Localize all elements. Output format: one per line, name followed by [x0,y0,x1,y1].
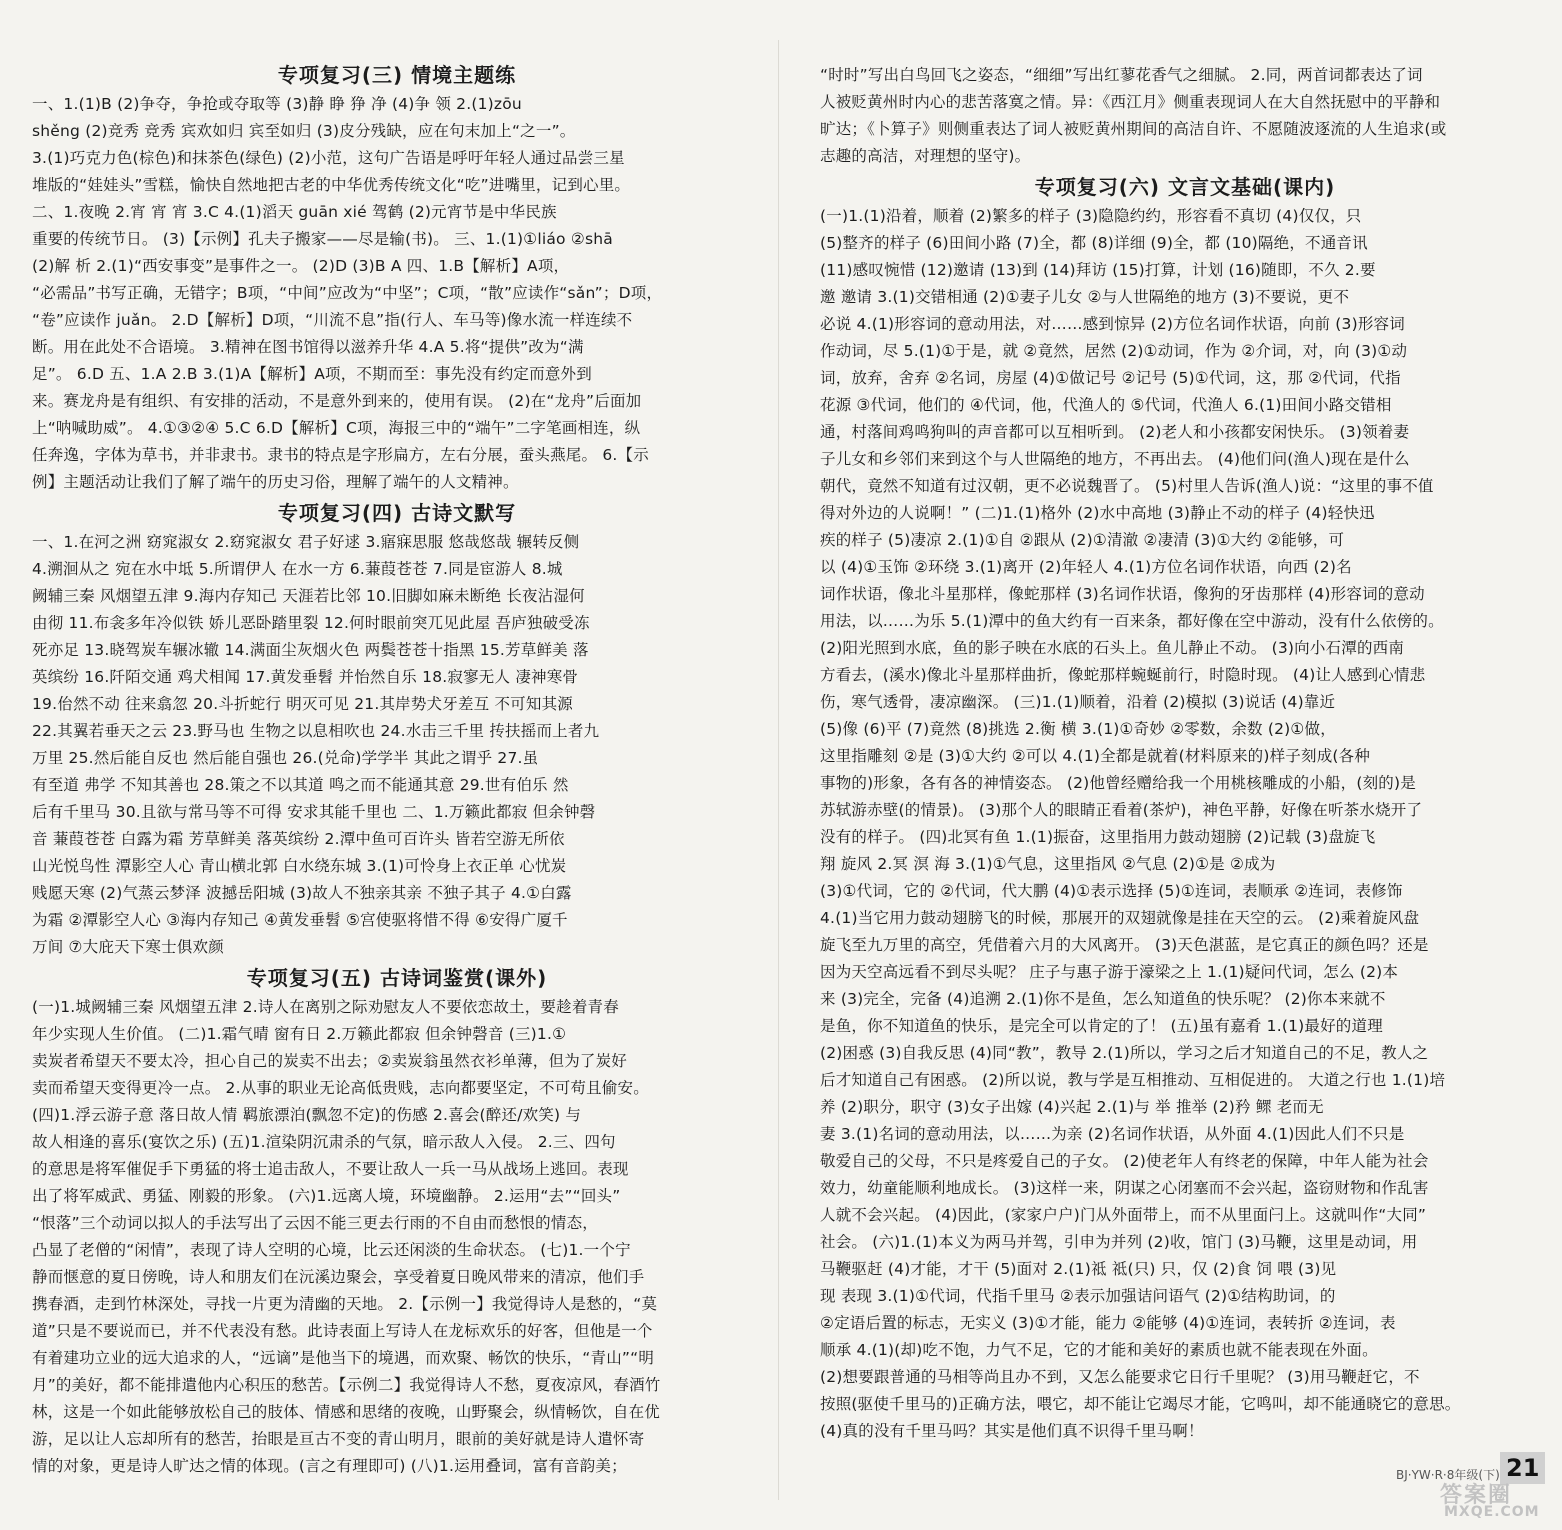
answer-line: 断。用在此处不合语境。 3.精神在图书馆得以滋养升华 4.A 5.将“提供”改为“满 [32,338,584,356]
answer-line: 万间 ⑦大庇天下寒士俱欢颜 [32,938,224,956]
answer-line: (2)想要跟普通的马相等尚且办不到，又怎么能要求它日行千里呢？ (3)用马鞭赶它，不 [820,1368,1420,1386]
answer-section [32,498,762,961]
footer-code: BJ·YW·R·8年级(下) [1396,1468,1500,1482]
answer-line: “时时”写出白鸟回飞之姿态，“细细”写出红蓼花香气之细腻。 2.同，两首词都表达了词 [820,66,1423,84]
answer-line: 一、1.(1)B (2)争夺，争抢或夺取等 (3)静 睁 狰 净 (4)争 领 2.(1)zōu [32,95,522,113]
answer-line: 社会。 (六)1.(1)本义为两马并驾，引申为并列 (2)收，馆门 (3)马鞭，这里是动词，用 [820,1233,1418,1251]
answer-line: 月”的美好，都不能排遣他内心积压的愁苦。【示例二】我觉得诗人不愁，夏夜凉风，春酒竹 [32,1376,661,1394]
answer-line: 效力，幼童能顺利地成长。 (3)这样一来，阴谋之心闭塞而不会兴起，盗窃财物和作乱害 [820,1179,1429,1197]
answer-line: (5)整齐的样子 (6)田间小路 (7)全，都 (8)详细 (9)全，都 (10)隔绝，不通音讯 [820,234,1368,252]
answer-line: 顺承 4.(1)(却)吃不饱，力气不足，它的才能和美好的素质也就不能表现在外面。 [820,1341,1378,1359]
answer-line: (2)阳光照到水底，鱼的影子映在水底的石头上。鱼儿静止不动。 (3)向小石潭的西南 [820,639,1405,657]
answer-section [32,963,762,1480]
answer-line: 伤，寒气透骨，凄凉幽深。 (三)1.(1)顺着，沿着 (2)模拟 (3)说话 (4)靠近 [820,693,1336,711]
answer-line: 这里指雕刻 ②是 (3)①大约 ②可以 4.(1)全都是就着(材料原来的)样子刻成(各种 [820,747,1371,765]
answer-line: 卖炭者希望天不要太冷，担心自己的炭卖不出去；②卖炭翁虽然衣衫单薄，但为了炭好 [32,1052,627,1070]
answer-line: 是鱼，你不知道鱼的快乐，是完全可以肯定的了！ (五)虽有嘉肴 1.(1)最好的道理 [820,1017,1383,1035]
watermark-logo [1400,1478,1550,1522]
answer-line: 游，足以让人忘却所有的愁苦，抬眼是亘古不变的青山明月，眼前的美好就是诗人遣怀寄 [32,1430,645,1448]
column-divider [778,40,779,1500]
answer-line: (3)①代词，它的 ②代词，代大鹏 (4)①表示选择 (5)①连词，表顺承 ②连词，表修饰 [820,882,1403,900]
answer-line: 邀 邀请 3.(1)交错相通 (2)①妻子儿女 ②与人世隔绝的地方 (3)不要说，更不 [820,288,1350,306]
answer-line: 子儿女和乡邻们来到这个与人世隔绝的地方，不再出去。 (4)他们问(渔人)现在是什么 [820,450,1410,468]
answer-line: 旷达；《卜算子》则侧重表达了词人被贬黄州期间的高洁自许、不愿随波逐流的人生追求(或 [820,120,1447,138]
answer-line: 贱愿天寒 (2)气蒸云梦泽 波撼岳阳城 (3)故人不独亲其亲 不独子其子 4.①白露 [32,884,572,902]
answer-line: 得对外边的人说啊！” (二)1.(1)格外 (2)水中高地 (3)静止不动的样子 (4)轻快迅 [820,504,1375,522]
answer-line: 静而惬意的夏日傍晚，诗人和朋友们在沅溪边聚会，享受着夏日晚风带来的清凉，他们手 [32,1268,645,1286]
answer-line: 万里 25.然后能自反也 然后能自强也 26.(兑命)学学半 其此之谓乎 27.虽 [32,749,539,767]
answer-line: 朝代，竟然不知道有过汉朝，更不必说魏晋了。 (5)村里人告诉(渔人)说：“这里的事不值 [820,477,1434,495]
answer-line: (一)1.城阙辅三秦 风烟望五津 2.诗人在离别之际劝慰友人不要依恋故土，要趁着青春 [32,998,619,1016]
answer-line: 方看去，(溪水)像北斗星那样曲折，像蛇那样蜿蜒前行，时隐时现。 (4)让人感到心情悲 [820,666,1426,684]
answer-line: “必需品”书写正确，无错字；B项，“中间”应改为“中坚”；C项，“散”应读作“sǎn”；D项， [32,284,663,302]
answer-line: 来。赛龙舟是有组织、有安排的活动，不是意外到来的，使用有误。 (2)在“龙舟”后面加 [32,392,642,410]
answer-line: 一、1.在河之洲 窈窕淑女 2.窈窕淑女 君子好逑 3.寤寐思服 悠哉悠哉 辗转反侧 [32,533,580,551]
answer-line: 志趣的高洁，对理想的坚守)。 [820,147,1031,165]
answer-line: 为霜 ②潭影空人心 ③海内存知己 ④黄发垂髫 ⑤宫使驱将惜不得 ⑥安得广厦千 [32,911,568,929]
answer-line: 的意思是将军催促手下勇猛的将士追击敌人，不要让敌人一兵一马从战场上逃回。表现 [32,1160,629,1178]
section-heading: 专项复习(六) 文言文基础(课内) [1034,175,1336,199]
right-column [820,62,1550,1445]
answer-line: 因为天空高远看不到尽头呢？ 庄子与惠子游于濠梁之上 1.(1)疑问代词，怎么 (2)本 [820,963,1399,981]
answer-line: 作动词，尽 5.(1)①于是，就 ②竟然，居然 (2)①动词，作为 ②介词，对，向 (3)①动 [820,342,1408,360]
answer-line: 故人相逢的喜乐(宴饮之乐) (五)1.渲染阴沉肃杀的气氛，暗示敌人入侵。 2.三、四句 [32,1133,616,1151]
answer-line: 词，放弃，舍弃 ②名词，房屋 (4)①做记号 ②记号 (5)①代词，这，那 ②代词，代指 [820,369,1401,387]
answer-line: 足”。 6.D 五、1.A 2.B 3.(1)A【解析】A项，不期而至：事先没有约定而意外到 [32,365,592,383]
left-column [32,58,762,1480]
answer-line: 苏轼游赤壁(的情景)。 (3)那个人的眼睛正看着(茶炉)，神色平静，好像在听茶水烧开了 [820,801,1423,819]
answer-line: 人就不会兴起。 (4)因此，(家家户户)门从外面带上，而不从里面闩上。这就叫作“大同” [820,1206,1427,1224]
answer-line: 旋飞至九万里的高空，凭借着六月的大风离开。 (3)天色湛蓝，是它真正的颜色吗？还是 [820,936,1429,954]
section-heading: 专项复习(四) 古诗文默写 [277,501,517,525]
answer-line: 年少实现人生价值。 (二)1.霜气晴 窗有日 2.万籁此都寂 但余钟磬音 (三)1.① [32,1025,567,1043]
answer-line: (四)1.浮云游子意 落日故人情 羁旅漂泊(飘忽不定)的伤感 2.喜会(醉还/欢笑) 与 [32,1106,582,1124]
answer-line: 通，村落间鸡鸣狗叫的声音都可以互相听到。 (2)老人和小孩都安闲快乐。 (3)领着妻 [820,423,1410,441]
answer-line: 按照(驱使千里马的)正确方法，喂它，却不能让它竭尽才能，它鸣叫，却不能通晓它的意思。 [820,1395,1461,1413]
answer-line: 音 蒹葭苍苍 白露为霜 芳草鲜美 落英缤纷 2.潭中鱼可百许头 皆若空游无所依 [32,830,565,848]
answer-line: (5)像 (6)平 (7)竟然 (8)挑选 2.衡 横 3.(1)①奇妙 ②零数，余数 (2)①做， [820,720,1336,738]
watermark-url: MXQE.COM [1444,1504,1540,1520]
answer-line: 由彻 11.布衾多年冷似铁 娇儿恶卧踏里裂 12.何时眼前突兀见此屋 吾庐独破受冻 [32,614,590,632]
watermark-text: 答案圈 [1440,1483,1513,1508]
answer-line: 事物的)形象，各有各的神情姿态。 (2)他曾经赠给我一个用桃核雕成的小船，(刻的)是 [820,774,1416,792]
answer-line: 携春酒，走到竹林深处，寻找一片更为清幽的天地。 2.【示例一】我觉得诗人是愁的，“莫 [32,1295,658,1313]
answer-line: 后有千里马 30.且欲与常马等不可得 安求其能千里也 二、1.万籁此都寂 但余钟磬 [32,803,596,821]
answer-line: 养 (2)职分，职守 (3)女子出嫁 (4)兴起 2.(1)与 举 推举 (2)矜 鳏 老而无 [820,1098,1324,1116]
answer-section [820,172,1550,1445]
answer-line: 英缤纷 16.阡陌交通 鸡犬相闻 17.黄发垂髫 并怡然自乐 18.寂寥无人 凄神寒骨 [32,668,579,686]
answer-line: 马鞭驱赶 (4)才能，才干 (5)面对 2.(1)祗 祗(只) 只，仅 (2)食 饲 喂 (3)见 [820,1260,1337,1278]
answer-line: 3.(1)巧克力色(棕色)和抹茶色(绿色) (2)小范，这句广告语是呼吁年轻人通过品尝三星 [32,149,625,167]
answer-line: 情的对象，更是诗人旷达之情的体现。(言之有理即可) (八)1.运用叠词，富有音韵美； [32,1457,627,1475]
answer-line: 林，这是一个如此能够放松自己的肢体、情感和思绪的夜晚，山野聚会，纵情畅饮，自在优 [32,1403,661,1421]
section-heading: 专项复习(五) 古诗词鉴赏(课外) [246,966,548,990]
answer-line: 有着建功立业的远大追求的人，“远谪”是他当下的境遇，而欢聚、畅饮的快乐，“青山”“明 [32,1349,655,1367]
answer-line: (2)解 析 2.(1)“西安事变”是事件之一。 (2)D (3)B A 四、1.B【解析】A项， [32,257,570,275]
answer-line: ②定语后置的标志，无实义 (3)①才能，能力 ②能够 (4)①连词，表转折 ②连词，表 [820,1314,1396,1332]
answer-line: (2)困惑 (3)自我反思 (4)同“教”，教导 2.(1)所以，学习之后才知道自己的不足，教人之 [820,1044,1429,1062]
answer-line: 必说 4.(1)形容词的意动用法，对……感到惊异 (2)方位名词作状语，向前 (3)形容词 [820,315,1405,333]
answer-line: (11)感叹惋惜 (12)邀请 (13)到 (14)拜访 (15)打算，计划 (16)随即，不久 2.要 [820,261,1376,279]
answer-line: (一)1.(1)沿着，顺着 (2)繁多的样子 (3)隐隐约约，形容看不真切 (4)仅仅，只 [820,207,1362,225]
answer-line: 来 (3)完全，完备 (4)追溯 2.(1)你不是鱼，怎么知道鱼的快乐呢？ (2)你本来就不 [820,990,1386,1008]
answer-line: 上“呐喊助威”。 4.①③②④ 5.C 6.D【解析】C项，海报三中的“端午”二字笔画相连，纵 [32,419,641,437]
answer-line: 敬爱自己的父母，不只是疼爱自己的子女。 (2)使老年人有终老的保障，中年人能为社会 [820,1152,1429,1170]
answer-line: 出了将军威武、勇猛、刚毅的形象。 (六)1.远离人境，环境幽静。 2.运用“去”“回头” [32,1187,621,1205]
answer-line: 4.(1)当它用力鼓动翅膀飞的时候，那展开的双翅就像是挂在天空的云。 (2)乘着旋风盘 [820,909,1420,927]
answer-line: 凸显了老僧的“闲情”，表现了诗人空明的心境，比云还闲淡的生命状态。 (七)1.一个宁 [32,1241,631,1259]
answer-line: 有至道 弗学 不知其善也 28.策之不以其道 鸣之而不能通其意 29.世有伯乐 然 [32,776,569,794]
answer-section [820,62,1550,170]
answer-line: 妻 3.(1)名词的意动用法，以……为亲 (2)名词作状语，从外面 4.(1)因此人们不只是 [820,1125,1405,1143]
section-heading: 专项复习(三) 情境主题练 [277,63,517,87]
answer-line: 道”只是不要说而已，并不代表没有愁。此诗表面上写诗人在龙标欢乐的好客，但他是一个 [32,1322,653,1340]
answer-line: 用法，以……为乐 5.(1)潭中的鱼大约有一百来条，都好像在空中游动，没有什么依傍的。 [820,612,1444,630]
answer-line: 词作状语，像北斗星那样，像蛇那样 (3)名词作状语，像狗的牙齿那样 (4)形容词的意动 [820,585,1425,603]
answer-line: 重要的传统节日。 (3)【示例】孔夫子搬家——尽是输(书)。 三、1.(1)①liáo ②shā [32,230,613,248]
answer-line: 疾的样子 (5)凄凉 2.(1)①自 ②跟从 (2)①清澈 ②凄清 (3)①大约 ②能够，可 [820,531,1345,549]
answer-line: 后才知道自己有困惑。 (2)所以说，教与学是互相推动、互相促进的。 大道之行也 1.(1)培 [820,1071,1446,1089]
answer-line: 例】主题活动让我们了解了端午的历史习俗，理解了端午的人文精神。 [32,473,519,491]
answer-line: 堆版的“娃娃头”雪糕，愉快自然地把古老的中华优秀传统文化“吃”进嘴里，记到心里。 [32,176,631,194]
answer-section [32,60,762,496]
answer-line: 4.溯洄从之 宛在水中坻 5.所谓伊人 在水一方 6.蒹葭苍苍 7.同是宦游人 8.城 [32,560,563,578]
answer-line: 任奔逸，字体为草书，并非隶书。隶书的特点是字形扁方，左右分展，蚕头燕尾。 6.【示 [32,446,649,464]
answer-line: “卷”应读作 juǎn。 2.D【解析】D项，“川流不息”指(行人、车马等)像水流一样连续不 [32,311,633,329]
answer-line: shěng (2)竞秀 竞秀 宾欢如归 宾至如归 (3)皮分残缺，应在句末加上“之一”。 [32,122,576,140]
page-number: 21 [1500,1452,1545,1484]
answer-line: 翔 旋风 2.冥 溟 海 3.(1)①气息，这里指风 ②气息 (2)①是 ②成为 [820,855,1276,873]
answer-line: 阙辅三秦 风烟望五津 9.海内存知己 天涯若比邻 10.旧脚如麻未断绝 长夜沾湿何 [32,587,585,605]
answer-line: 卖而希望天变得更冷一点。 2.从事的职业无论高低贵贱，志向都要坚定，不可苟且偷安。 [32,1079,649,1097]
answer-line: 人被贬黄州时内心的悲苦落寞之情。异：《西江月》侧重表现词人在大自然抚慰中的平静和 [820,93,1441,111]
answer-line: 山光悦鸟性 潭影空人心 青山横北郭 白水绕东城 3.(1)可怜身上衣正单 心忧炭 [32,857,567,875]
answer-line: “恨落”三个动词以拟人的手法写出了云因不能三更去行雨的不自由而愁恨的情态， [32,1214,598,1232]
answer-line: 19.佁然不动 往来翕忽 20.斗折蛇行 明灭可见 21.其岸势犬牙差互 不可知其源 [32,695,573,713]
answer-line: 22.其翼若垂天之云 23.野马也 生物之以息相吹也 24.水击三千里 抟扶摇而上者九 [32,722,600,740]
answer-line: 花源 ③代词，他们的 ④代词，他，代渔人的 ⑤代词，代渔人 6.(1)田间小路交错相 [820,396,1392,414]
answer-line: (4)真的没有千里马吗？其实是他们真不识得千里马啊！ [820,1422,1204,1440]
answer-line: 二、1.夜晚 2.宵 宵 宵 3.C 4.(1)滔天 guān xié 驾鹤 (2)元宵节是中华民族 [32,203,557,221]
answer-line: 以 (4)①玉饰 ②环绕 3.(1)离开 (2)年轻人 4.(1)方位名词作状语，向西 (2)名 [820,558,1352,576]
answer-line: 死亦足 13.晓驾炭车辗冰辙 14.满面尘灰烟火色 两鬓苍苍十指黑 15.芳草鲜美 落 [32,641,589,659]
answer-line: 没有的样子。 (四)北冥有鱼 1.(1)振奋，这里指用力鼓动翅膀 (2)记载 (3)盘旋飞 [820,828,1376,846]
answer-line: 现 表现 3.(1)①代词，代指千里马 ②表示加强诘问语气 (2)①结构助词，的 [820,1287,1336,1305]
